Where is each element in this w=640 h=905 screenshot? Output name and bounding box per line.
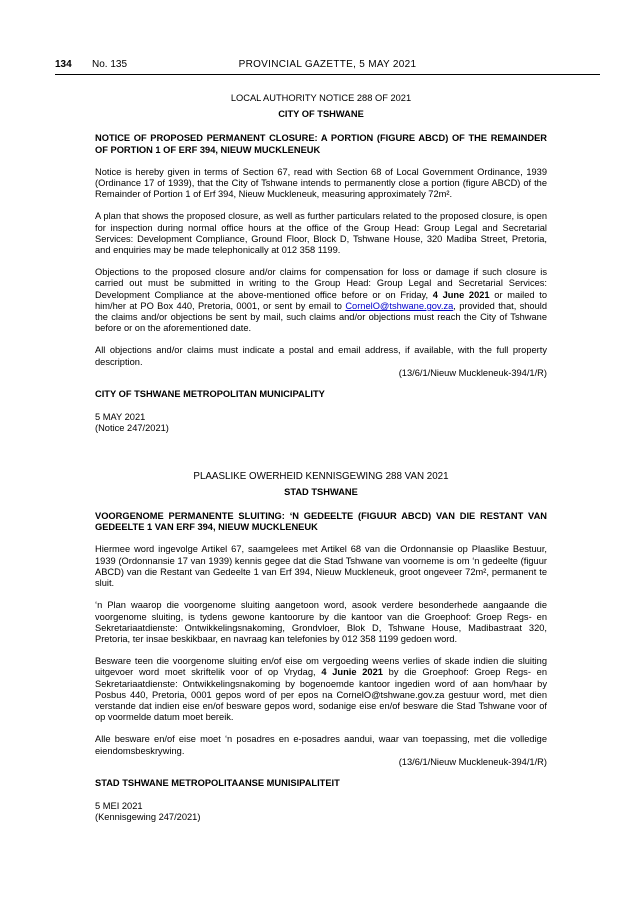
notice-number: (Notice 247/2021) bbox=[95, 423, 169, 434]
section-gap bbox=[95, 435, 547, 471]
municipality-name-af: STAD TSHWANE METROPOLITAANSE MUNISIPALITEIT bbox=[95, 777, 340, 788]
objection-deadline-af: 4 Junie 2021 bbox=[321, 667, 383, 678]
reference-number-af: (13/6/1/Nieuw Muckleneuk-394/1/R) bbox=[398, 756, 547, 767]
page-number: 134 bbox=[55, 59, 72, 70]
notice-number-af: (Kennisgewing 247/2021) bbox=[95, 812, 201, 823]
issue-number: No. 135 bbox=[92, 59, 128, 70]
municipality-name: CITY OF TSHWANE METROPOLITAN MUNICIPALITY bbox=[95, 389, 325, 400]
notice-date: 5 MAY 2021 bbox=[95, 412, 146, 423]
paragraph-1: Notice is hereby given in terms of Section 67, read with Section 68 of Local Government Ordinance, 1939 (Ordinance 17 of 1939), that the City of Tshwane intends to permanently close a portion (figure ABCD) of the Remainder of Portion 1 of Erf 394, Nieuw Muckleneuk, measuring approximately 72m². bbox=[95, 166, 547, 200]
paragraph-3-af-text-a: Besware teen die voorgenome sluiting en/of eise om vergoeding weens verlies of skade indien die sluiting uitgevoer word moet skriftelik voor of op Vrydag, bbox=[95, 656, 547, 678]
paragraph-3-af bbox=[95, 656, 547, 723]
gazette-title: PROVINCIAL GAZETTE, 5 MAY 2021 bbox=[238, 59, 417, 70]
notice-heading: NOTICE OF PROPOSED PERMANENT CLOSURE: A PORTION (FIGURE ABCD) OF THE REMAINDER OF PORTION 1 OF ERF 394, NIEUW MUCKLENEUK bbox=[95, 133, 547, 155]
authority-name: CITY OF TSHWANE bbox=[278, 109, 364, 120]
paragraph-4: All objections and/or claims must indicate a postal and email address, if available, with the full property description. bbox=[95, 345, 547, 367]
reference-number: (13/6/1/Nieuw Muckleneuk-394/1/R) bbox=[398, 367, 547, 378]
notice-content bbox=[95, 93, 547, 824]
email-link[interactable]: CornelO@tshwane.gov.za bbox=[345, 300, 454, 311]
notice-date-af: 5 MEI 2021 bbox=[95, 801, 143, 812]
paragraph-4-af: Alle besware en/of eise moet ‘n posadres en e-posadres aandui, waar van toepassing, met die volledige eiendomsbeskrywing. bbox=[95, 734, 547, 756]
paragraph-2-af: ‘n Plan waarop die voorgenome sluiting aangetoon word, asook verdere besonderhede aangaande die voorgenome sluiting, is tydens gewone kantoorure by die kantoor van die Groephoof: Groep Regs- en Sekretariaatdienste: Ontwikkelingsnakoming, Grondvloer, Blok D, Tshwane House, Madibastraat 320, Pretoria, ter insae beskikbaar, en navraag kan telefonies by 012 358 1199 gedoen word. bbox=[95, 600, 547, 644]
afrikaans-notice bbox=[95, 471, 547, 824]
notice-title: LOCAL AUTHORITY NOTICE 288 OF 2021 bbox=[230, 93, 412, 103]
authority-name-af: STAD TSHWANE bbox=[284, 486, 358, 497]
paragraph-2: A plan that shows the proposed closure, as well as further particulars related to the proposed closure, is open for inspection during normal office hours at the office of the Group Head: Group Legal and Secretarial Services: Development Compliance, Ground Floor, Block D, Tshwane House, 320 Madiba Street, Pretoria, and enquiries may be made telephonically at 012 358 1199. bbox=[95, 211, 547, 256]
paragraph-3-text-b: or mailed to him/her at PO Box 440, Pretoria, 0001, or sent by email to bbox=[95, 289, 547, 311]
paragraph-1-af: Hiermee word ingevolge Artikel 67, saamgelees met Artikel 68 van die Ordonnansie op Plaaslike Bestuur, 1939 (Ordonnansie 17 van 1939) kennis gegee dat die Stad Tshwane van voorneme is om ‘n gedeelte (figuur ABCD) van die Restant van Gedeelte 1 van Erf 394, Nieuw Muckleneuk, groot ongeveer 72m², permanent te sluit. bbox=[95, 544, 547, 589]
paragraph-3-text-a: Objections to the proposed closure and/or claims for compensation for loss or damage if such closure is carried out must be submitted in writing to the Group Head: Group Legal and Secretarial Services: Development Compliance at the above-mentioned office before or on Friday, bbox=[95, 267, 547, 300]
notice-title-af: PLAASLIKE OWERHEID KENNISGEWING 288 VAN 2021 bbox=[193, 470, 449, 482]
objection-deadline: 4 June 2021 bbox=[432, 289, 490, 300]
notice-heading-af: VOORGENOME PERMANENTE SLUITING: ‘N GEDEELTE (FIGUUR ABCD) VAN DIE RESTANT VAN GEDEELTE 1 VAN ERF 394, NIEUW MUCKLENEUK bbox=[95, 511, 547, 533]
paragraph-3-text-c: , provided that, should the claims and/or objections be sent by mail, such claims and/or objections must reach the City of Tshwane before or on the aforementioned date. bbox=[95, 300, 548, 334]
header-rule bbox=[55, 74, 600, 75]
paragraph-3 bbox=[95, 267, 547, 334]
paragraph-3-af-text-b: by die Groephoof: Groep Regs- en Sekretariaatdienste: Ontwikkelingsnakoming by bogenoemde kantoor ingedien word of aan hom/haar by Posbus 440, Pretoria, 0001 gepos word of per epos na CornelO@tshwane.gov.za gestuur word, met dien verstande dat indien eise en/of besware gepos word, sodanige eise en/of besware die Stad Tshwane voor of op voormelde datum moet bereik. bbox=[95, 667, 547, 723]
page-header bbox=[55, 59, 600, 73]
english-notice bbox=[95, 93, 547, 435]
